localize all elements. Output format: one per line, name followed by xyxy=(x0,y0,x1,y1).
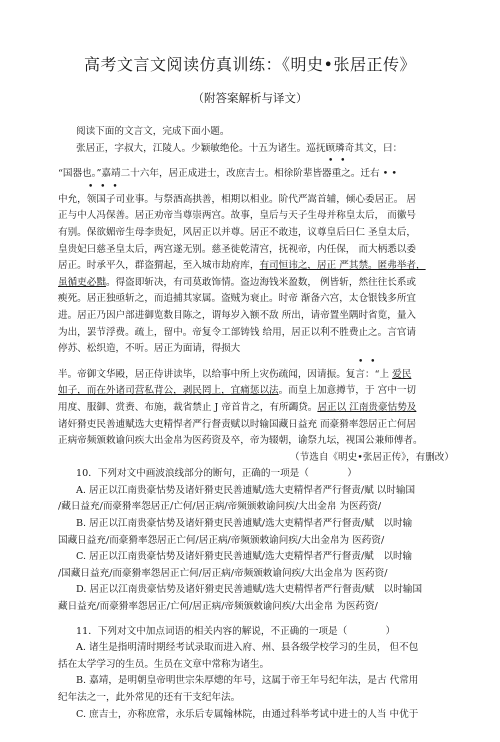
q11-option-a: A. 诸生是指明清时期经考试录取而进入府、州、县各级学校学习的生员， 但不包 xyxy=(76,642,419,654)
passage-text: 半。帝御文华殿，居正侍讲读毕，以给事中所上灾伤疏闻，因请振。复言：“上 xyxy=(58,368,393,380)
instruction-line: 阅读下面的文言文，完成下面小题。 xyxy=(76,126,230,137)
passage-text: 用度、服御、赏赉、布施，裁省禁止 J 帝首肯之，有所蠲贷。 xyxy=(58,401,318,413)
passage-text: 。得盗即斩决，有司莫敢饰情。盗边海钱米盈数， 例皆斩，然往往长系或 xyxy=(105,276,417,288)
q10-option-a-cont: /藏日益充/而豪猾率怨居正/亡何/居正病/帝频颁敕谕问疾/大出金帛 为医药资/ xyxy=(58,501,382,513)
underlined-text: 有司恒讳之，居正 严其禁。匿弗举者， xyxy=(259,260,426,272)
q11-option-a-cont: 括在太学学习的生员。生员在文章中常称为诸生。 xyxy=(58,658,270,670)
passage-line xyxy=(58,400,458,417)
passage-line xyxy=(58,258,458,275)
passage-line xyxy=(58,275,458,292)
q10-option-c: C. 居正以江南贵豪怙势及诸奸猾吏民善逋赋/选大吏精悍者严行督责/赋 以时输 xyxy=(76,551,413,563)
passage-line: 进。居正乃因户部进御览数目陈之，谓每岁入额不敌 所出，请帝置坐隅时省览，量入 xyxy=(58,309,417,321)
q10-option-c-cont: /国藏日益充/而豪猾率怨居正亡何/居正病/帝频颁敕谕问疾/大出金帛为 医药资/ xyxy=(58,567,388,579)
document-body xyxy=(58,124,458,723)
q11-option-c: C. 庶吉士，亦称庶常，永乐后专属翰林院，由通过科举考试中进士的人当 中优于 xyxy=(76,708,419,720)
passage-line xyxy=(58,383,458,400)
q10-option-b: B. 居正以江南贵豪怙势及诸奸猾吏民善逋赋/选大吏精悍者严行督责/赋 以时输 xyxy=(76,518,413,530)
question-10-stem: 10．下列对文中画波浪线部分的断句，正确的一项是（ ） xyxy=(76,468,357,480)
passage-line: 诸奸猾吏民善逋赋选大吏精悍者严行督责赋以时输国藏日益充 而豪猾率怨居正亡何居 xyxy=(58,418,417,430)
emphasis-dots: • • xyxy=(358,356,378,367)
passage-line: 正与中人冯保善。居正劝帝当尊崇两宫。故事，皇后与天子生母并称皇太后， 而徽号 xyxy=(58,210,417,222)
underlined-text: 如子，而在外诸司营私背公，剥民罔上，宜痛惩以法 xyxy=(58,385,279,397)
q10-option-b-cont: 国藏日益充/而豪猾率怨居正亡何/居正病/帝频颁敕谕问疾/大出金帛为 医药资/ xyxy=(58,534,385,546)
page-subtitle: （附答案解析与译文） xyxy=(192,91,308,105)
passage-line: 停苏、松织造，不听。居正为面请，得损大 xyxy=(58,343,241,355)
page-title: 高考文言文阅读仿真训练：《明史•张居正传》 xyxy=(84,55,416,74)
q10-option-d: D. 居正以江南贵豪怙势及诸奸猾吏民善逋赋/选大吏精悍者严行督责/赋 以时输国 xyxy=(76,584,423,596)
emphasis-dots: • • xyxy=(328,156,348,167)
q10-option-a: A. 居正以江南贵豪怙势及诸奸猾吏民善逋赋/选大吏精悍者严行督责/赋 以时输国 xyxy=(76,484,416,496)
passage-text: 。而皇上加意撙节，于 宫中一切 xyxy=(278,385,417,397)
passage-line: 中允，领国子司业事。与祭酒高拱善，相期以相业。阶代严嵩首辅，倾心委居正。 居 xyxy=(58,193,417,205)
passage-line: 张居正，字叔大，江陵人。少颖敏绝伦。十五为诸生。巡抚顾璘奇其文，曰： xyxy=(76,142,403,154)
passage-line: 瘐死。居正独亟斩之，而追捕其家属。盗贼为衰止。时帝 渐备六宫，太仓银钱多所宜 xyxy=(58,293,417,305)
passage-line xyxy=(58,367,458,384)
q11-option-b: B. 嘉靖，是明朝皇帝明世宗朱厚熜的年号，这属于帝王年号纪年法，是古 代常用 xyxy=(76,675,419,687)
underlined-text: 爱民 xyxy=(392,368,412,380)
q10-option-d-cont: 藏日益充/而豪猾率怨居正/亡何/居正病/帝频颁敕谕问疾/大出金帛 为医药资/ xyxy=(58,601,378,613)
q11-option-b-cont: 纪年法之一，此外常见的还有干支纪年法。 xyxy=(58,692,241,703)
passage-line: 皇贵妃曰慈圣皇太后，两宫遂无别。慈圣徙乾清宫，抚视帝，内任保， 而大柄悉以委 xyxy=(58,243,417,255)
source-citation: （节选自《明史•张居正传》，有删改） xyxy=(290,451,454,463)
underlined-text: 居正以 江南贵豪怙势及 xyxy=(317,401,417,413)
spacer xyxy=(58,616,458,624)
underlined-text: 虽循吏必黜 xyxy=(58,276,106,288)
question-11-stem: 11．下列对文中加点词语的相关内容的解说，不正确的一项是（ ） xyxy=(76,625,396,637)
passage-line: 正病帝频颁敕谕问疾大出金帛为医药资及卒，帝为辍朝，谕祭九坛，视国公兼师傅者。 xyxy=(58,435,423,447)
passage-line: 为出，罢节浮费。疏上，留中。帝复令工部铸钱 给用，居正以利不胜费止之。言官请 xyxy=(58,326,417,338)
emphasis-dots: • • • xyxy=(88,181,120,192)
passage-line: 有别。保欲媚帝生母李贵妃，风居正以并尊。居正不敢违，议尊皇后曰仁 圣皇太后， xyxy=(58,226,417,238)
passage-text: 居正。时承平久，群盗猬起，至入城市劫府库， xyxy=(58,260,260,272)
passage-line: “国器也。”嘉靖二十六年，居正成进士，改庶吉士。相徐阶辈皆器重之。迁右 • • xyxy=(58,168,398,180)
